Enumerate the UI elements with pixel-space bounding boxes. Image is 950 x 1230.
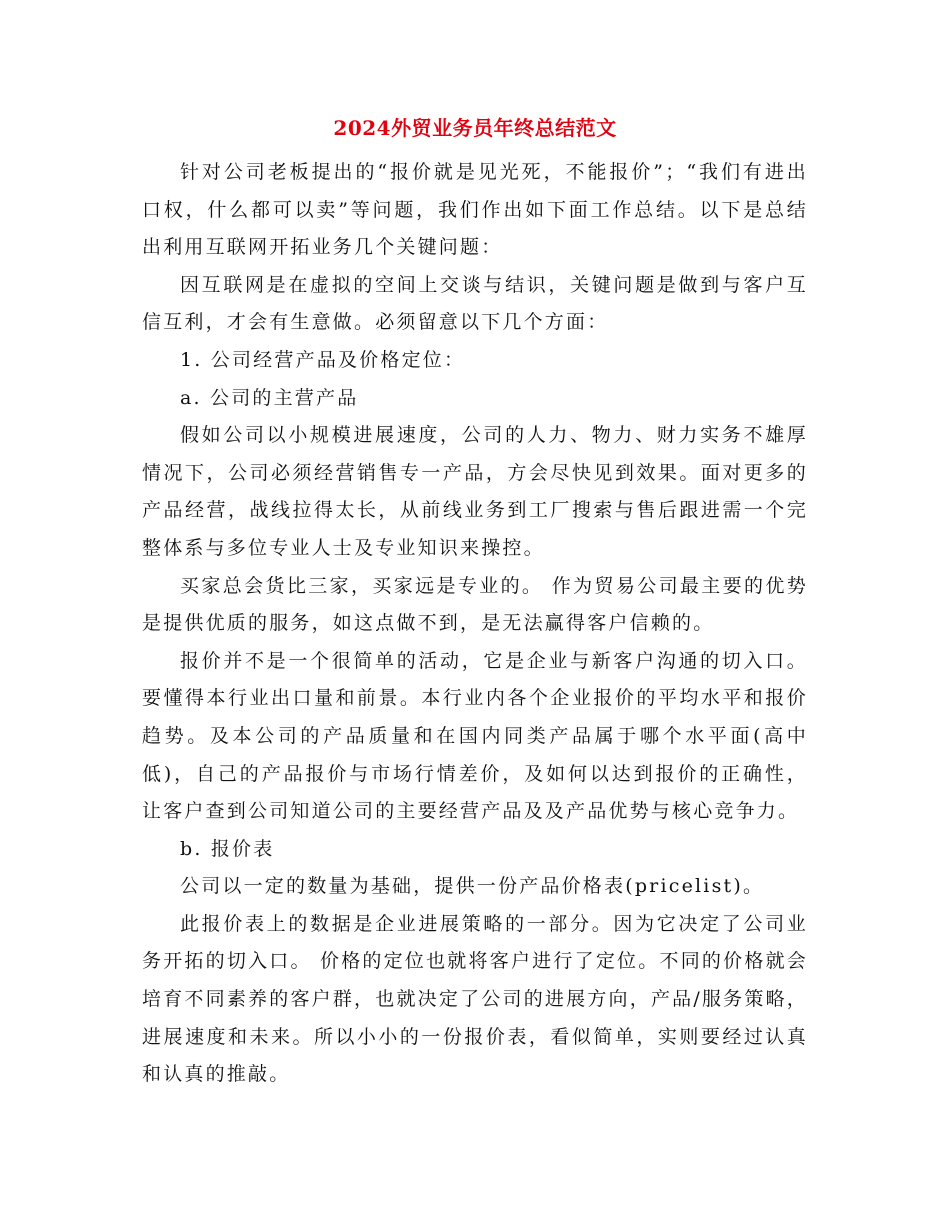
paragraph: 此报价表上的数据是企业进展策略的一部分。因为它决定了公司业务开拓的切入口。 价格的定位也就将客户进行了定位。不同的价格就会培育不同素养的客户群，也就决定了公司的进展方向，产品/服务策略， 进展速度和未来。所以小小的一份报价表，看似简单，实则要经过认真和认真的推敲。	[142, 912, 808, 1086]
paragraph: 假如公司以小规模进展速度，公司的人力、物力、财力实务不雄厚情况下，公司必须经营销售专一产品，方会尽快见到效果。面对更多的产品经营，战线拉得太长，从前线业务到工厂搜索与售后跟进需一个完整体系与多位专业人士及专业知识来操控。	[142, 424, 808, 559]
paragraph: 针对公司老板提出的“报价就是见光死，不能报价”；“我们有进出口权，什么都可以卖”等问题，我们作出如下面工作总结。以下是总结出利用互联网开拓业务几个关键问题：	[142, 161, 808, 259]
paragraph: 报价并不是一个很简单的活动，它是企业与新客户沟通的切入口。要懂得本行业出口量和前景。本行业内各个企业报价的平均水平和报价趋势。及本公司的产品质量和在国内同类产品属于哪个水平面(高中低)，自己的产品报价与市场行情差价，及如何以达到报价的正确性，让客户查到公司知道公司的主要经营产品及及产品优势与核心竞争力。	[142, 649, 808, 823]
paragraph: 买家总会货比三家，买家远是专业的。 作为贸易公司最主要的优势是提供优质的服务，如这点做不到，是无法赢得客户信赖的。	[142, 574, 808, 635]
paragraph: 公司以一定的数量为基础，提供一份产品价格表(pricelist)。	[180, 875, 765, 898]
document-title: 2024外贸业务员年终总结范文	[333, 116, 617, 140]
document-body	[142, 154, 808, 1094]
subsection-heading: b. 报价表	[180, 837, 275, 860]
paragraph: 因互联网是在虚拟的空间上交谈与结识，关键问题是做到与客户互信互利，才会有生意做。必须留意以下几个方面：	[142, 273, 808, 334]
subsection-heading: a. 公司的主营产品	[180, 386, 359, 409]
section-heading: 1. 公司经营产品及价格定位：	[180, 348, 466, 371]
